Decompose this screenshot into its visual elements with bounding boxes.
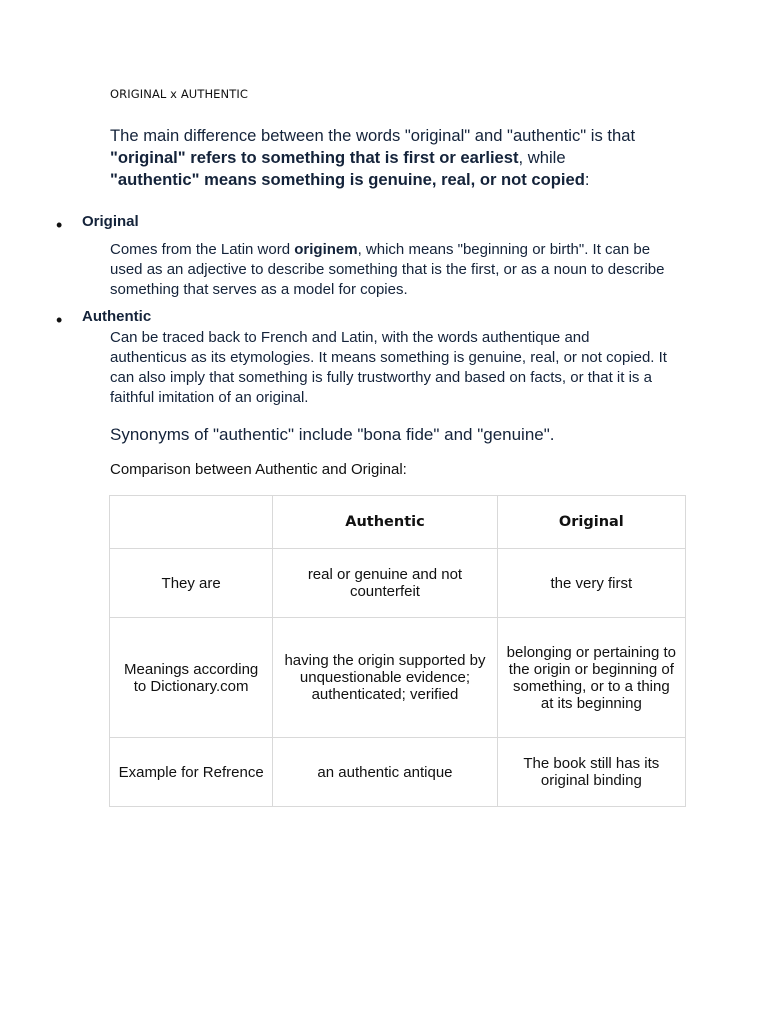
header-cell-original: Original — [497, 496, 685, 549]
document-title: ORIGINAL x AUTHENTIC — [110, 87, 249, 101]
comparison-table — [109, 495, 686, 807]
term-authentic: Authentic — [82, 308, 152, 325]
original-description — [110, 240, 670, 300]
intro-authentic-definition: "authentic" means something is genuine, real, or not copied — [110, 170, 585, 189]
original-desc-keyword: originem — [294, 241, 358, 258]
table-row — [110, 549, 686, 618]
table-caption: Comparison between Authentic and Original: — [110, 461, 407, 478]
original-desc-post: , which means "beginning or birth". It can be used as an adjective to describe something that is the first, or as a noun to describe something that serves as a model for copies. — [110, 241, 665, 298]
original-cell: belonging or pertaining to the origin or beginning of something, or to a thing at its beginning — [497, 618, 685, 738]
synonyms-line: Synonyms of "authentic" include "bona fide" and "genuine". — [110, 425, 555, 444]
authentic-cell: real or genuine and not counterfeit — [273, 549, 497, 618]
table-row — [110, 738, 686, 807]
table-header-row — [110, 496, 686, 549]
header-cell-empty — [110, 496, 273, 549]
intro-lead: The main difference between the words "original" and "authentic" is that — [110, 126, 636, 145]
original-cell: The book still has its original binding — [497, 738, 685, 807]
authentic-description: Can be traced back to French and Latin, with the words authentique and authenticus as its etymologies. It means something is genuine, real, or not copied. It can also imply that something is fully trustworthy and based on facts, or that it is a faithful imitation of an original. — [110, 329, 667, 406]
original-desc-pre: Comes from the Latin word — [110, 241, 295, 258]
row-label: They are — [110, 549, 273, 618]
table-row — [110, 618, 686, 738]
row-label: Meanings according to Dictionary.com — [110, 618, 273, 738]
intro-paragraph — [110, 125, 650, 191]
original-cell: the very first — [497, 549, 685, 618]
authentic-cell: an authentic antique — [273, 738, 497, 807]
bullet-icon: • — [56, 310, 63, 330]
authentic-cell: having the origin supported by unquestionable evidence; authenticated; verified — [273, 618, 497, 738]
term-original: Original — [82, 213, 139, 230]
bullet-icon: • — [56, 215, 63, 235]
intro-original-definition: "original" refers to something that is first or earliest — [110, 148, 519, 167]
intro-mid: , while — [518, 148, 566, 167]
row-label: Example for Refrence — [110, 738, 273, 807]
header-cell-authentic: Authentic — [273, 496, 497, 549]
intro-end: : — [584, 170, 590, 189]
